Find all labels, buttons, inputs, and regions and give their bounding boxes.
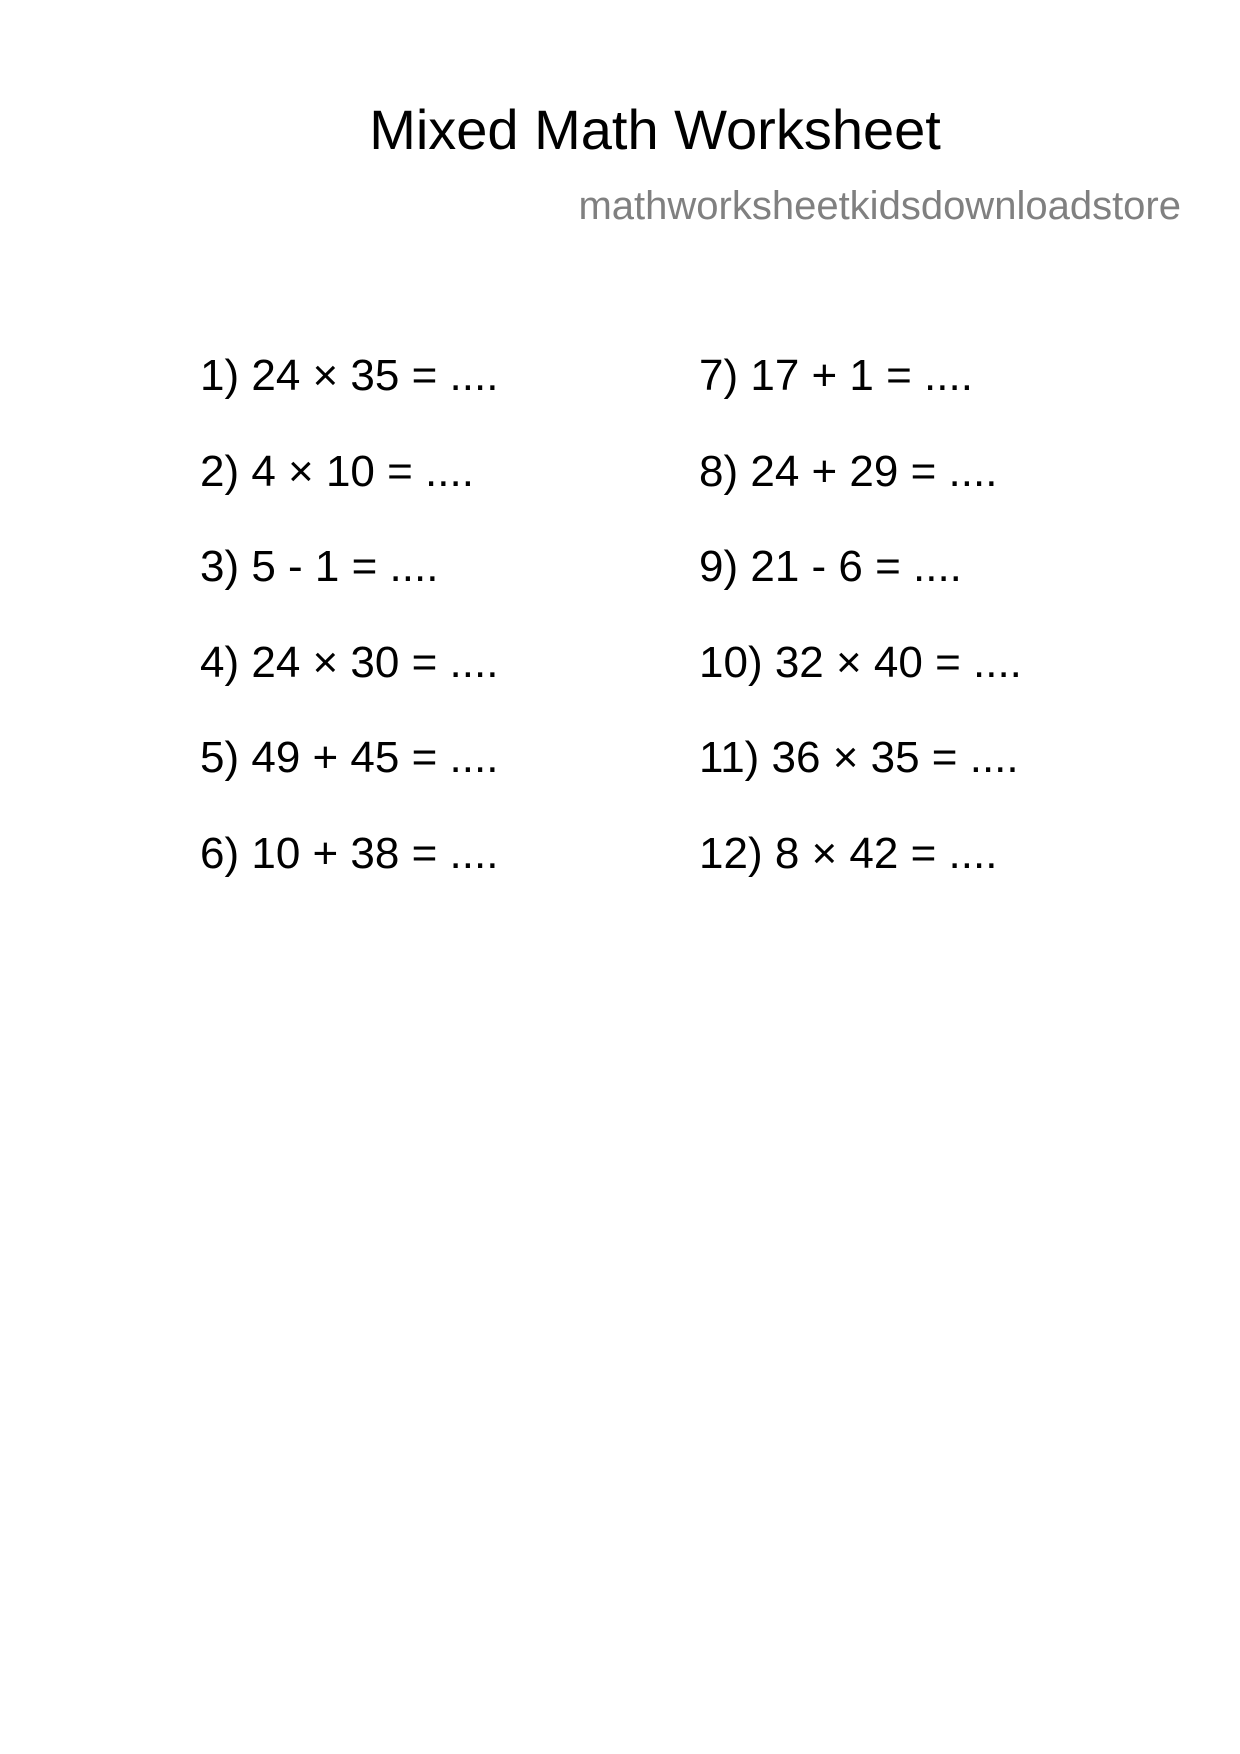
problem-item: 11) 36 × 35 = .... xyxy=(699,733,1019,782)
problem-item: 5) 49 + 45 = .... xyxy=(200,733,499,782)
problem-column-left xyxy=(200,350,700,923)
problem-item: 8) 24 + 29 = .... xyxy=(699,446,998,496)
problem-item: 4) 24 × 30 = .... xyxy=(200,637,499,687)
problem-item: 2) 4 × 10 = .... xyxy=(200,446,474,496)
problem-item: 10) 32 × 40 = .... xyxy=(699,637,1022,687)
problem-item: 7) 17 + 1 = .... xyxy=(699,351,973,400)
problem-column-right xyxy=(699,350,1199,923)
problem-item: 6) 10 + 38 = .... xyxy=(200,828,499,878)
problem-item: 1) 24 × 35 = .... xyxy=(200,351,499,400)
problem-item: 12) 8 × 42 = .... xyxy=(699,828,998,878)
problem-item: 3) 5 - 1 = .... xyxy=(200,542,439,591)
problem-item: 9) 21 - 6 = .... xyxy=(699,542,962,591)
worksheet-title: Mixed Math Worksheet xyxy=(369,98,941,161)
worksheet-subtitle: mathworksheetkidsdownloadstore xyxy=(578,184,1181,228)
